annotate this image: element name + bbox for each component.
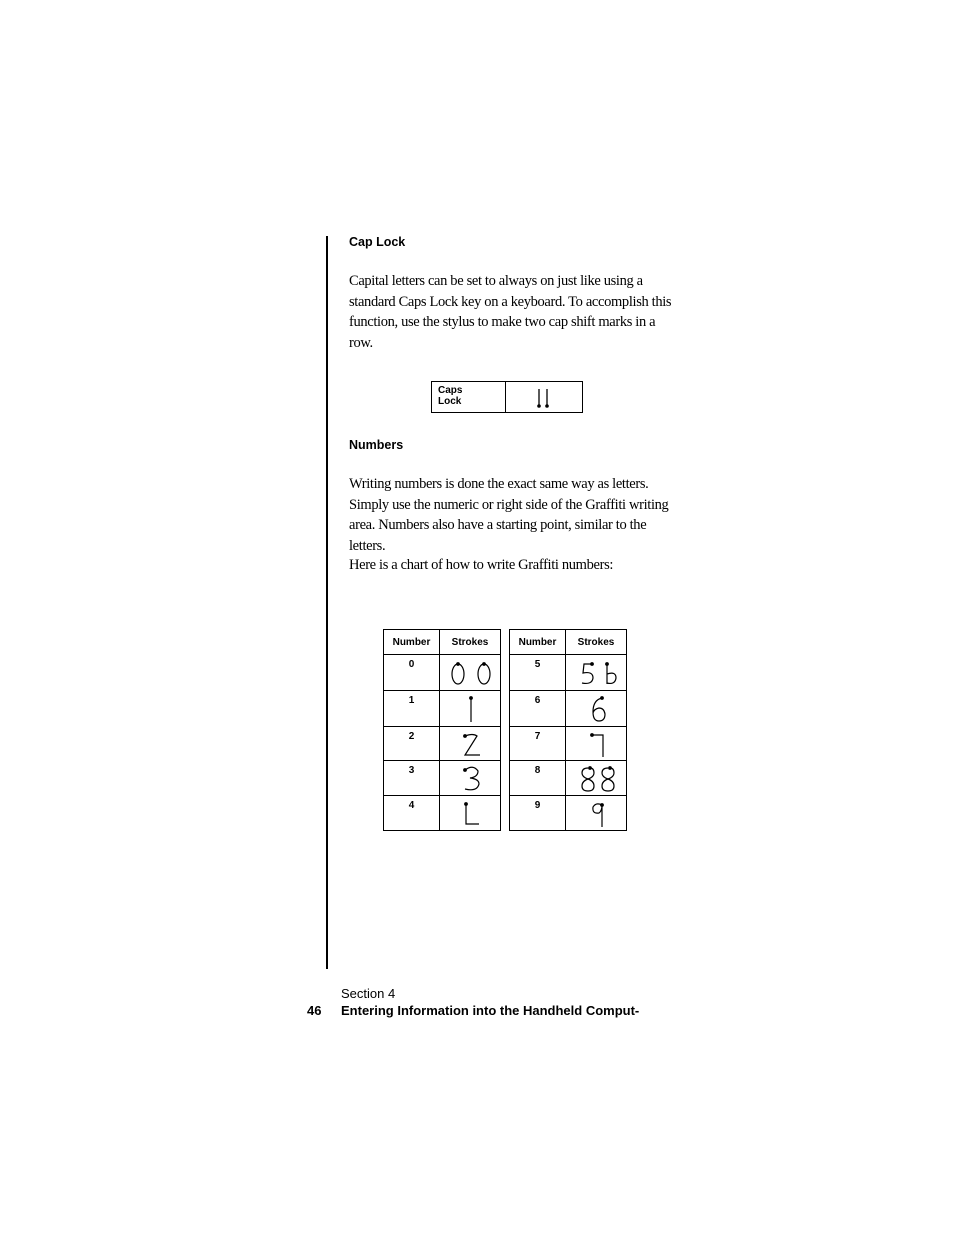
graffiti-1-icon bbox=[443, 694, 497, 724]
table-row bbox=[384, 761, 501, 796]
table-row bbox=[384, 691, 501, 727]
graffiti-2-icon bbox=[443, 729, 497, 759]
numbers-table-right bbox=[509, 629, 627, 831]
strokes-cell bbox=[566, 796, 627, 831]
graffiti-6-icon bbox=[569, 694, 623, 724]
col-number-header: Number bbox=[510, 630, 566, 655]
graffiti-8-icon bbox=[569, 763, 623, 793]
number-cell: 8 bbox=[510, 761, 566, 796]
numbers-paragraph: Writing numbers is done the exact same way as letters. Simply use the numeric or right side of the Graffiti writing area. Numbers also have a starting point, similar to the letters. bbox=[349, 476, 669, 554]
number-cell: 9 bbox=[510, 796, 566, 831]
number-cell: 6 bbox=[510, 691, 566, 727]
cap-lock-heading: Cap Lock bbox=[349, 235, 406, 249]
numbers-chart-intro: Here is a chart of how to write Graffiti numbers: bbox=[349, 557, 614, 573]
table-row bbox=[384, 655, 501, 691]
numbers-heading: Numbers bbox=[349, 438, 404, 452]
graffiti-3-icon bbox=[443, 763, 497, 793]
strokes-cell bbox=[566, 727, 627, 761]
number-cell: 5 bbox=[510, 655, 566, 691]
caps-lock-stroke-icon bbox=[534, 385, 554, 409]
table-row bbox=[510, 691, 627, 727]
table-row bbox=[510, 796, 627, 831]
number-cell: 4 bbox=[384, 796, 440, 831]
footer-page-number: 46 bbox=[307, 1003, 322, 1018]
number-cell: 2 bbox=[384, 727, 440, 761]
number-cell: 0 bbox=[384, 655, 440, 691]
strokes-cell bbox=[566, 655, 627, 691]
number-cell: 3 bbox=[384, 761, 440, 796]
caps-lock-stroke bbox=[506, 382, 582, 412]
graffiti-9-icon bbox=[569, 798, 623, 828]
caps-lock-stroke-box bbox=[431, 381, 583, 413]
col-strokes-header: Strokes bbox=[440, 630, 501, 655]
strokes-cell bbox=[440, 691, 501, 727]
graffiti-4-icon bbox=[443, 798, 497, 828]
caps-lock-label bbox=[432, 382, 506, 412]
table-row bbox=[384, 796, 501, 831]
strokes-cell bbox=[440, 727, 501, 761]
footer-chapter-title: Entering Information into the Handheld Comput- bbox=[341, 1003, 640, 1018]
number-cell: 7 bbox=[510, 727, 566, 761]
cap-lock-paragraph: Capital letters can be set to always on just like using a standard Caps Lock key on a keyboard. To accomplish this function, use the stylus to make two cap shift marks in a row. bbox=[349, 273, 672, 351]
col-number-header: Number bbox=[384, 630, 440, 655]
table-row bbox=[510, 761, 627, 796]
strokes-cell bbox=[566, 691, 627, 727]
table-row bbox=[384, 727, 501, 761]
table-row bbox=[510, 655, 627, 691]
margin-rule bbox=[326, 236, 328, 969]
footer-section-label: Section 4 bbox=[341, 986, 396, 1001]
number-cell: 1 bbox=[384, 691, 440, 727]
graffiti-7-icon bbox=[569, 729, 623, 759]
strokes-cell bbox=[566, 761, 627, 796]
strokes-cell bbox=[440, 761, 501, 796]
numbers-table-left bbox=[383, 629, 501, 831]
table-row bbox=[510, 727, 627, 761]
caps-label-line1: Caps bbox=[438, 385, 463, 396]
strokes-cell bbox=[440, 796, 501, 831]
caps-label-line2: Lock bbox=[438, 396, 462, 407]
graffiti-0-icon bbox=[443, 658, 497, 688]
strokes-cell bbox=[440, 655, 501, 691]
graffiti-5-icon bbox=[569, 658, 623, 688]
col-strokes-header: Strokes bbox=[566, 630, 627, 655]
